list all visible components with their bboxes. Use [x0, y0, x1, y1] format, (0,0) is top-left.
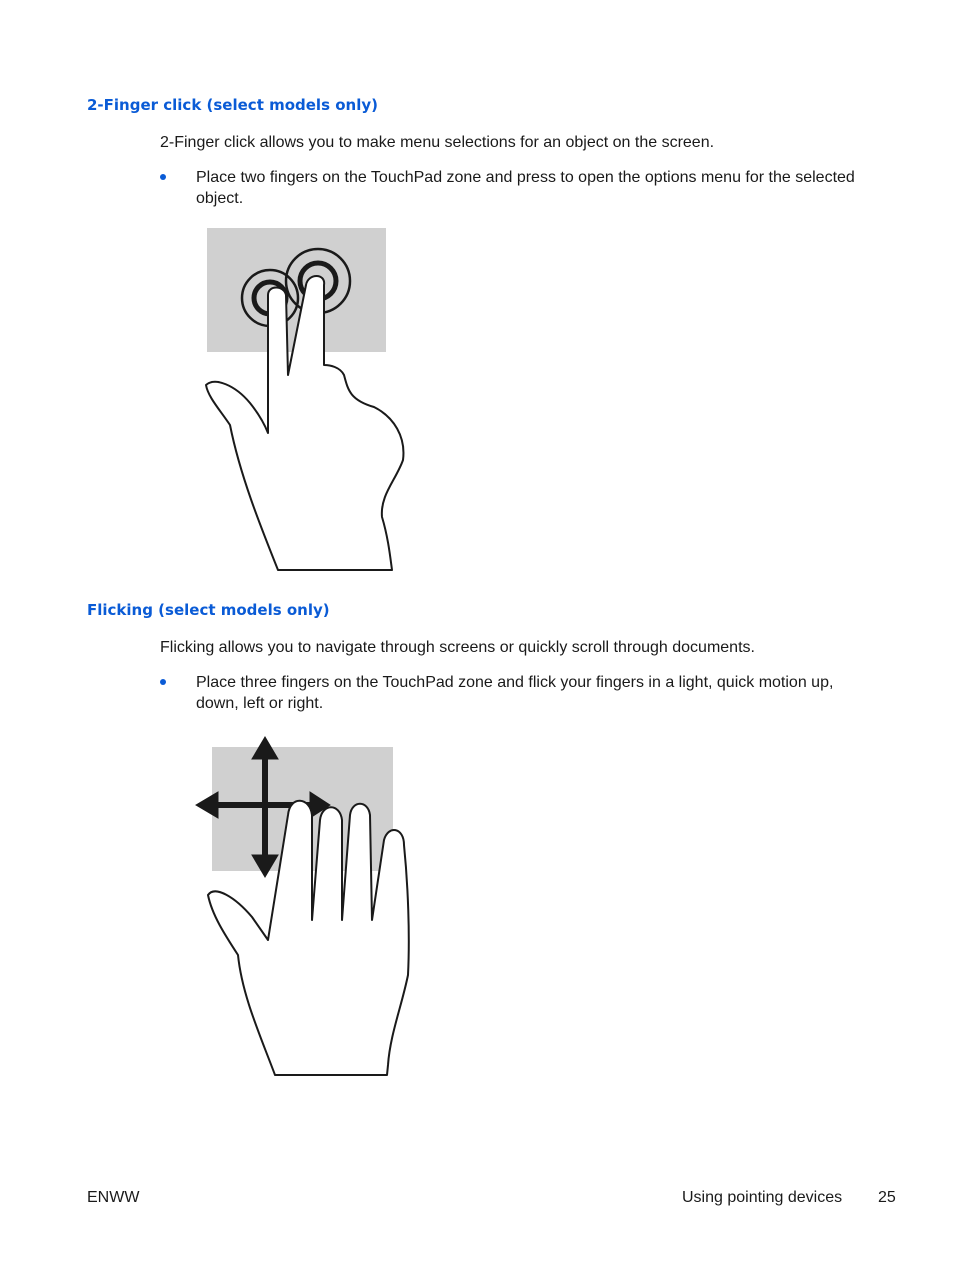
footer-left-label: ENWW — [87, 1189, 140, 1206]
bullet-text: Place two fingers on the TouchPad zone and press to open the options menu for the selected object. — [196, 169, 855, 207]
two-finger-click-illustration — [200, 225, 410, 575]
flicking-intro: Flicking allows you to navigate through screens or quickly scroll through documents. — [160, 639, 755, 656]
two-finger-click-bullet — [160, 167, 880, 209]
flicking-bullet — [160, 672, 880, 714]
bullet-text: Place three fingers on the TouchPad zone and flick your fingers in a light, quick motion up, down, left or right. — [196, 674, 834, 712]
two-finger-click-intro: 2-Finger click allows you to make menu selections for an object on the screen. — [160, 134, 715, 151]
bullet-icon — [160, 679, 166, 685]
section-heading-flicking: Flicking (select models only) — [87, 601, 330, 619]
footer-section-title: Using pointing devices — [682, 1189, 843, 1206]
page-number: 25 — [878, 1189, 896, 1206]
flicking-illustration — [190, 735, 425, 1080]
section-heading-two-finger-click: 2-Finger click (select models only) — [87, 96, 378, 114]
bullet-icon — [160, 174, 166, 180]
